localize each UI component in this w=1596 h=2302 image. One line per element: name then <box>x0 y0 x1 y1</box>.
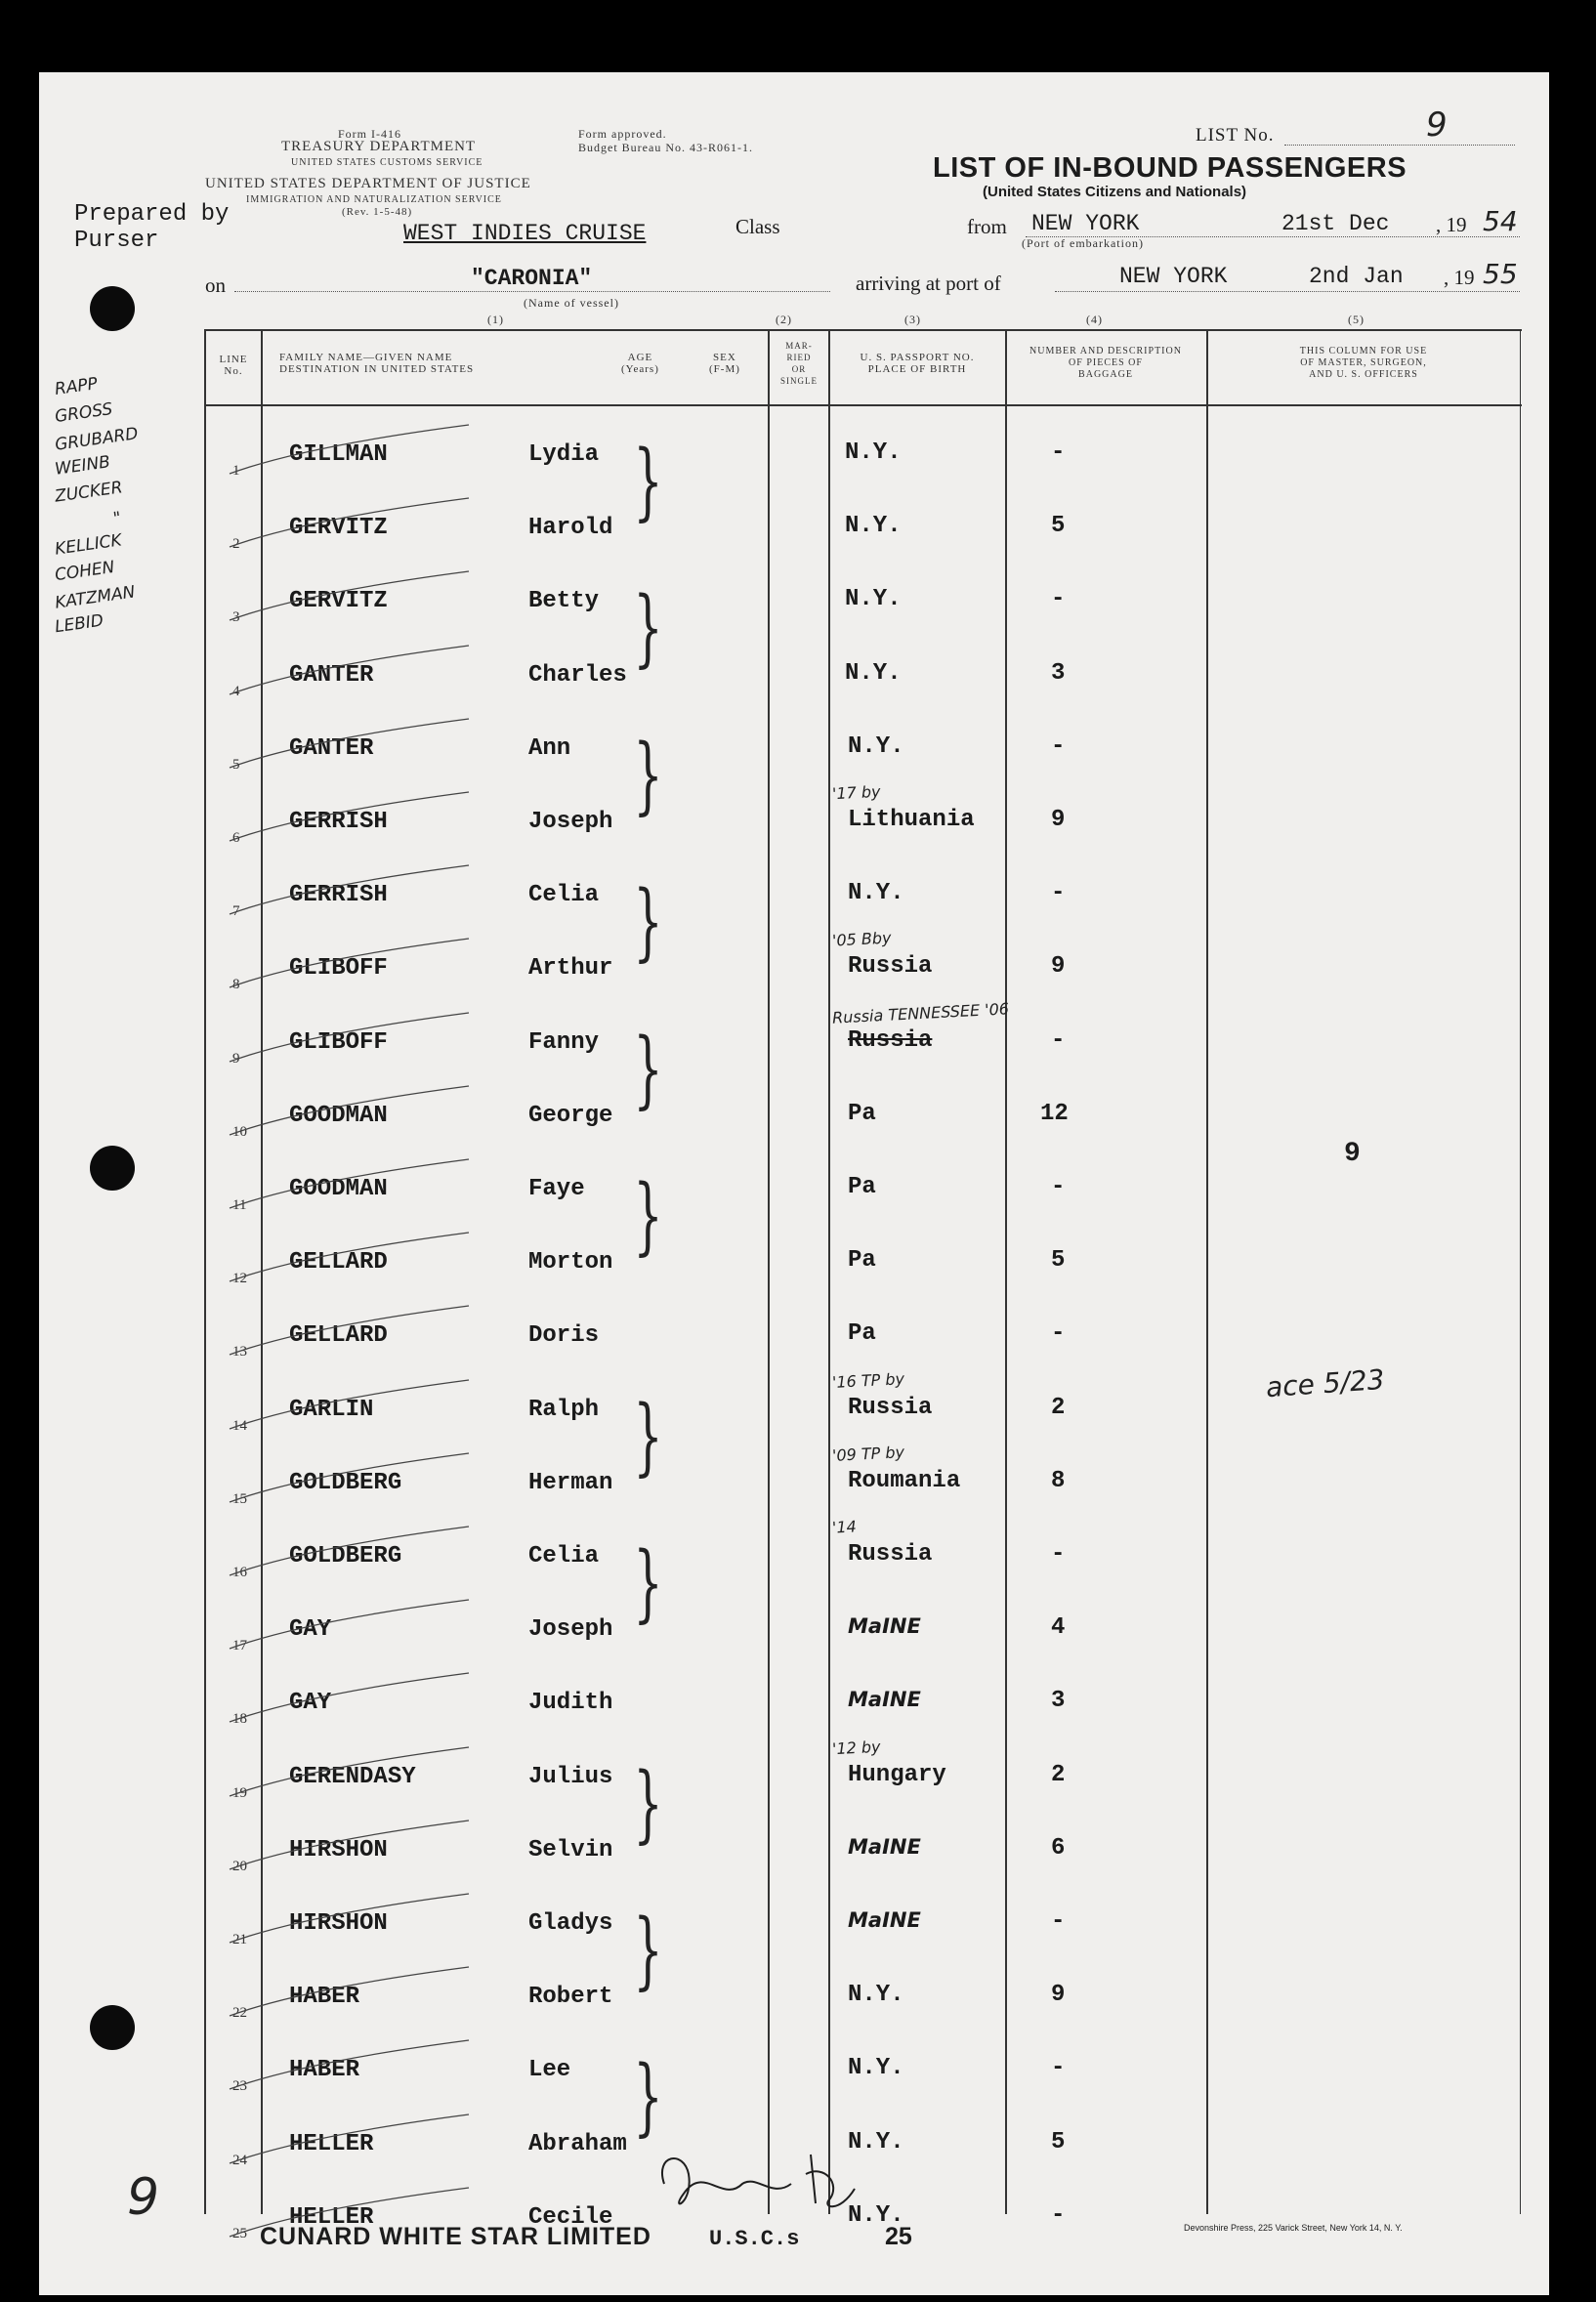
row-check-stroke <box>225 566 479 625</box>
header-sex: SEX (F-M) <box>709 352 740 375</box>
rev-label: (Rev. 1-5-48) <box>342 206 413 218</box>
family-brace: } <box>633 726 663 824</box>
row-check-stroke <box>225 1816 479 1874</box>
row-family-name: GERENDASY <box>289 1763 416 1790</box>
footer-page-total: 25 <box>885 2223 912 2250</box>
margin-name: RAPP <box>53 374 100 399</box>
row-given-name: Selvin <box>528 1836 613 1863</box>
on-label: on <box>205 273 226 297</box>
row-baggage: - <box>1051 732 1066 760</box>
row-family-name: HABER <box>289 1984 360 2011</box>
prepared-by: Prepared by <box>74 201 230 228</box>
row-baggage: - <box>1051 586 1066 613</box>
row-given-name: Herman <box>528 1469 613 1496</box>
row-place-of-birth: Russia <box>848 1026 933 1054</box>
row-baggage: - <box>1051 1174 1066 1200</box>
row-line-number: 5 <box>232 756 240 773</box>
row-check-stroke <box>225 934 479 992</box>
row-family-name: GILLMAN <box>289 441 388 468</box>
row-check-stroke <box>225 2110 479 2168</box>
arrival-line <box>1055 291 1520 292</box>
row-check-stroke <box>225 1008 479 1067</box>
col-divider-baggage <box>1005 329 1007 2214</box>
treasury-label: TREASURY DEPARTMENT <box>281 139 477 154</box>
margin-name: KELLICK <box>53 530 123 560</box>
row-baggage: 9 <box>1051 953 1066 981</box>
row-line-number: 13 <box>232 1344 247 1360</box>
row-given-name: Celia <box>528 882 600 909</box>
row-baggage: 12 <box>1040 1100 1069 1127</box>
arriving-label: arriving at port of <box>856 272 1001 295</box>
row-line-number: 17 <box>232 1638 247 1654</box>
row-given-name: Lee <box>528 2057 571 2084</box>
row-check-stroke <box>225 420 479 479</box>
row-handwritten-note: '12 by <box>831 1737 881 1758</box>
margin-name: LEBID <box>53 610 105 638</box>
row-given-name: Faye <box>528 1176 585 1202</box>
row-check-stroke <box>225 1742 479 1801</box>
row-baggage: 5 <box>1051 513 1066 540</box>
row-family-name: HABER <box>289 2057 360 2084</box>
margin-name: GROSS <box>53 398 114 428</box>
arrival-port: NEW YORK <box>1119 264 1228 289</box>
row-family-name: GERRISH <box>289 809 388 835</box>
row-line-number: 9 <box>232 1050 240 1067</box>
from-year: 54 <box>1483 205 1518 237</box>
row-family-name: HIRSHON <box>289 1910 388 1937</box>
row-baggage: - <box>1051 1908 1066 1935</box>
row-place-of-birth: MaINE <box>848 1834 921 1859</box>
row-given-name: Celia <box>528 1543 600 1570</box>
footer-uscs: U.S.C.s <box>709 2227 800 2251</box>
row-line-number: 12 <box>232 1271 247 1287</box>
row-given-name: Robert <box>528 1984 613 2011</box>
row-baggage: 2 <box>1051 1394 1066 1421</box>
punch-hole <box>90 2005 135 2050</box>
row-place-of-birth: N.Y. <box>848 1982 904 2009</box>
row-family-name: HELLER <box>289 2130 374 2157</box>
budget-label: Budget Bureau No. 43-R061-1. <box>578 141 753 154</box>
purser: Purser <box>74 228 159 254</box>
arrival-year: 55 <box>1483 258 1518 290</box>
row-given-name: Morton <box>528 1249 613 1277</box>
row-check-stroke <box>225 493 479 552</box>
cruise-name: WEST INDIES CRUISE <box>403 221 647 246</box>
arrival-date: 2nd Jan <box>1309 264 1404 289</box>
row-line-number: 2 <box>232 536 240 553</box>
row-place-of-birth: Pa <box>848 1174 876 1200</box>
row-handwritten-note: '05 Bby <box>831 928 892 950</box>
row-baggage: - <box>1051 880 1066 907</box>
row-baggage: 9 <box>1051 807 1066 833</box>
row-check-stroke <box>225 1228 479 1286</box>
row-place-of-birth: N.Y. <box>848 2201 904 2229</box>
row-handwritten-note: '09 TP by <box>831 1442 905 1465</box>
family-brace: } <box>633 1387 663 1486</box>
punch-hole <box>90 1146 135 1191</box>
row-given-name: Ann <box>528 734 571 762</box>
row-line-number: 21 <box>232 1932 247 1947</box>
signature-scribble <box>645 2145 899 2223</box>
row-family-name: GOODMAN <box>289 1176 388 1202</box>
row-place-of-birth: N.Y. <box>848 2128 904 2156</box>
row-line-number: 10 <box>232 1123 247 1140</box>
row-check-stroke <box>225 1595 479 1653</box>
row-given-name: Arthur <box>528 955 613 983</box>
family-brace: } <box>633 433 663 530</box>
vessel-name: "CARONIA" <box>471 266 593 291</box>
row-line-number: 16 <box>232 1565 247 1580</box>
row-line-number: 3 <box>232 609 240 626</box>
row-check-stroke <box>225 1668 479 1727</box>
margin-name: KATZMAN <box>54 582 137 613</box>
footer-company: CUNARD WHITE STAR LIMITED <box>260 2223 651 2250</box>
row-line-number: 6 <box>232 830 240 846</box>
row-given-name: Betty <box>528 588 600 615</box>
row-check-stroke <box>225 2035 479 2094</box>
margin-name: ZUCKER <box>53 478 124 507</box>
row-family-name: GOODMAN <box>289 1102 388 1129</box>
justice-label: UNITED STATES DEPARTMENT OF JUSTICE <box>205 176 531 191</box>
family-brace: } <box>633 1754 663 1853</box>
family-brace: } <box>633 1020 663 1118</box>
customs-label: UNITED STATES CUSTOMS SERVICE <box>291 157 483 168</box>
col-num-4: (4) <box>1086 313 1103 326</box>
margin-name: COHEN <box>53 557 116 586</box>
row-check-stroke <box>225 860 479 919</box>
col-divider-married <box>768 329 770 2214</box>
row-family-name: GARLIN <box>289 1396 374 1423</box>
header-age: AGE (Years) <box>621 352 659 375</box>
row-place-of-birth: Russia <box>848 953 933 981</box>
row-given-name: Judith <box>528 1690 613 1717</box>
margin-name: WEINB <box>53 452 112 480</box>
row-check-stroke <box>225 1522 479 1580</box>
arrival-year-prefix: , 19 <box>1444 266 1475 289</box>
row-place-of-birth: N.Y. <box>845 439 902 466</box>
list-no-label: LIST No. <box>1196 125 1275 146</box>
row-line-number: 20 <box>232 1858 247 1874</box>
row-baggage: 3 <box>1051 1688 1066 1715</box>
row-baggage: - <box>1051 2201 1066 2229</box>
from-line <box>1026 236 1520 237</box>
col-num-5: (5) <box>1348 313 1365 326</box>
table-header-rule <box>204 404 1522 406</box>
header-name: FAMILY NAME—GIVEN NAME DESTINATION IN UNITED STATES <box>279 352 475 375</box>
row-check-stroke <box>225 1962 479 2021</box>
page-subtitle: (United States Citizens and Nationals) <box>983 184 1247 200</box>
ins-label: IMMIGRATION AND NATURALIZATION SERVICE <box>246 194 502 205</box>
col-num-2: (2) <box>776 313 792 326</box>
row-family-name: GELLARD <box>289 1322 388 1350</box>
row-check-stroke <box>225 641 479 699</box>
vessel-note: (Name of vessel) <box>524 296 619 310</box>
row-place-of-birth: N.Y. <box>845 659 902 687</box>
officer-count: 9 <box>1344 1139 1361 1169</box>
row-baggage: 9 <box>1051 1982 1066 2009</box>
row-check-stroke <box>225 787 479 846</box>
row-baggage: 5 <box>1051 2128 1066 2156</box>
row-family-name: GOLDBERG <box>289 1543 402 1570</box>
row-place-of-birth: Russia <box>848 1541 933 1568</box>
row-given-name: Cecile <box>528 2203 613 2231</box>
row-family-name: GANTER <box>289 734 374 762</box>
row-place-of-birth: N.Y. <box>848 732 904 760</box>
row-place-of-birth: N.Y. <box>848 2055 904 2082</box>
row-line-number: 8 <box>232 977 240 993</box>
row-given-name: Harold <box>528 515 613 542</box>
from-year-prefix: , 19 <box>1436 213 1467 236</box>
row-line-number: 14 <box>232 1417 247 1434</box>
row-given-name: George <box>528 1102 613 1129</box>
row-family-name: GANTER <box>289 661 374 689</box>
row-line-number: 7 <box>232 903 240 920</box>
col-divider-passport <box>828 329 830 2214</box>
row-check-stroke <box>225 1375 479 1434</box>
row-given-name: Abraham <box>528 2130 627 2157</box>
row-handwritten-note: Russia TENNESSEE '06 <box>831 998 1010 1027</box>
row-family-name: GERVITZ <box>289 515 388 542</box>
row-line-number: 23 <box>232 2078 247 2095</box>
vessel-line <box>234 291 830 292</box>
row-place-of-birth: MaINE <box>848 1614 921 1639</box>
officer-ace-note: ace 5/23 <box>1264 1362 1386 1404</box>
row-check-stroke <box>225 1889 479 1947</box>
port-embark-note: (Port of embarkation) <box>1022 236 1144 250</box>
row-given-name: Charles <box>528 661 627 689</box>
footer-printer: Devonshire Press, 225 Varick Street, New York 14, N. Y. <box>1184 2223 1403 2233</box>
row-baggage: - <box>1051 1541 1066 1568</box>
row-handwritten-note: '16 TP by <box>831 1368 905 1392</box>
row-place-of-birth: Lithuania <box>848 807 975 833</box>
row-baggage: 3 <box>1051 659 1066 687</box>
row-check-stroke <box>225 1448 479 1507</box>
family-brace: } <box>633 1167 663 1265</box>
margin-name: " <box>111 508 123 529</box>
row-family-name: GAY <box>289 1690 332 1717</box>
row-family-name: GAY <box>289 1616 332 1644</box>
row-given-name: Fanny <box>528 1028 600 1056</box>
row-given-name: Joseph <box>528 1616 613 1644</box>
row-baggage: - <box>1051 439 1066 466</box>
header-line-no: LINE No. <box>219 354 248 377</box>
row-line-number: 19 <box>232 1784 247 1801</box>
row-given-name: Doris <box>528 1322 600 1350</box>
row-line-number: 4 <box>232 683 240 699</box>
row-baggage: 5 <box>1051 1247 1066 1275</box>
row-place-of-birth: MaINE <box>848 1908 921 1932</box>
row-line-number: 11 <box>232 1197 247 1213</box>
table-right-border <box>1520 329 1521 2214</box>
row-family-name: HELLER <box>289 2203 374 2231</box>
row-handwritten-note: '17 by <box>831 781 881 804</box>
list-number: 9 <box>1426 105 1448 145</box>
row-place-of-birth: N.Y. <box>848 880 904 907</box>
row-baggage: 2 <box>1051 1761 1066 1788</box>
row-family-name: GLIBOFF <box>289 1028 388 1056</box>
row-line-number: 24 <box>232 2152 247 2168</box>
row-check-stroke <box>225 1301 479 1360</box>
family-brace: } <box>633 579 663 678</box>
row-given-name: Ralph <box>528 1396 600 1423</box>
row-place-of-birth: N.Y. <box>845 513 902 540</box>
row-place-of-birth: N.Y. <box>845 586 902 613</box>
family-brace: } <box>633 1902 663 1999</box>
row-place-of-birth: Pa <box>848 1100 876 1127</box>
row-handwritten-note: '14 <box>831 1517 858 1537</box>
row-line-number: 1 <box>232 463 240 479</box>
table-top-rule <box>204 329 1522 331</box>
margin-name: GRUBARD <box>54 424 140 455</box>
row-given-name: Lydia <box>528 441 600 468</box>
row-baggage: 8 <box>1051 1467 1066 1494</box>
list-no-line <box>1284 145 1515 146</box>
table-left-border <box>204 329 206 2214</box>
row-baggage: 6 <box>1051 1834 1066 1862</box>
row-check-stroke <box>225 1081 479 1140</box>
col-divider-officers <box>1206 329 1208 2214</box>
row-given-name: Joseph <box>528 809 613 835</box>
row-place-of-birth: MaINE <box>848 1688 921 1712</box>
row-check-stroke <box>225 1154 479 1213</box>
row-family-name: GELLARD <box>289 1249 388 1277</box>
row-line-number: 22 <box>232 2005 247 2022</box>
row-place-of-birth: Russia <box>848 1394 933 1421</box>
from-date: 21st Dec <box>1281 211 1390 236</box>
row-place-of-birth: Pa <box>848 1247 876 1275</box>
col-num-1: (1) <box>487 313 504 326</box>
row-baggage: 4 <box>1051 1614 1066 1642</box>
row-baggage: - <box>1051 1026 1066 1054</box>
corner-number: 9 <box>127 2168 160 2227</box>
family-brace: } <box>633 873 663 972</box>
row-line-number: 25 <box>232 2225 247 2241</box>
row-family-name: GERVITZ <box>289 588 388 615</box>
row-family-name: HIRSHON <box>289 1836 388 1863</box>
row-check-stroke <box>225 714 479 773</box>
page-title: LIST OF IN-BOUND PASSENGERS <box>933 152 1407 184</box>
punch-hole <box>90 286 135 331</box>
row-family-name: GOLDBERG <box>289 1469 402 1496</box>
header-officers: THIS COLUMN FOR USE OF MASTER, SURGEON, AND U. S. OFFICERS <box>1299 346 1428 380</box>
header-baggage: NUMBER AND DESCRIPTION OF PIECES OF BAGGAGE <box>1029 346 1182 380</box>
family-brace: } <box>633 2048 663 2147</box>
header-passport: U. S. PASSPORT NO. PLACE OF BIRTH <box>860 352 975 375</box>
row-line-number: 18 <box>232 1711 247 1728</box>
row-family-name: GERRISH <box>289 882 388 909</box>
row-family-name: GLIBOFF <box>289 955 388 983</box>
class-label: Class <box>735 215 780 238</box>
col-num-3: (3) <box>904 313 921 326</box>
row-given-name: Gladys <box>528 1910 613 1937</box>
header-married: MAR- RIED OR SINGLE <box>780 341 818 386</box>
family-brace: } <box>633 1534 663 1632</box>
row-place-of-birth: Pa <box>848 1320 876 1348</box>
form-number: Form I-416 <box>338 127 401 141</box>
row-baggage: - <box>1051 1320 1066 1348</box>
row-line-number: 15 <box>232 1490 247 1507</box>
from-label: from <box>967 215 1007 238</box>
row-given-name: Julius <box>528 1763 613 1790</box>
approved-label: Form approved. <box>578 127 667 141</box>
row-place-of-birth: Hungary <box>848 1761 946 1788</box>
from-port: NEW YORK <box>1031 211 1140 236</box>
row-baggage: - <box>1051 2055 1066 2082</box>
row-place-of-birth: Roumania <box>848 1467 961 1494</box>
